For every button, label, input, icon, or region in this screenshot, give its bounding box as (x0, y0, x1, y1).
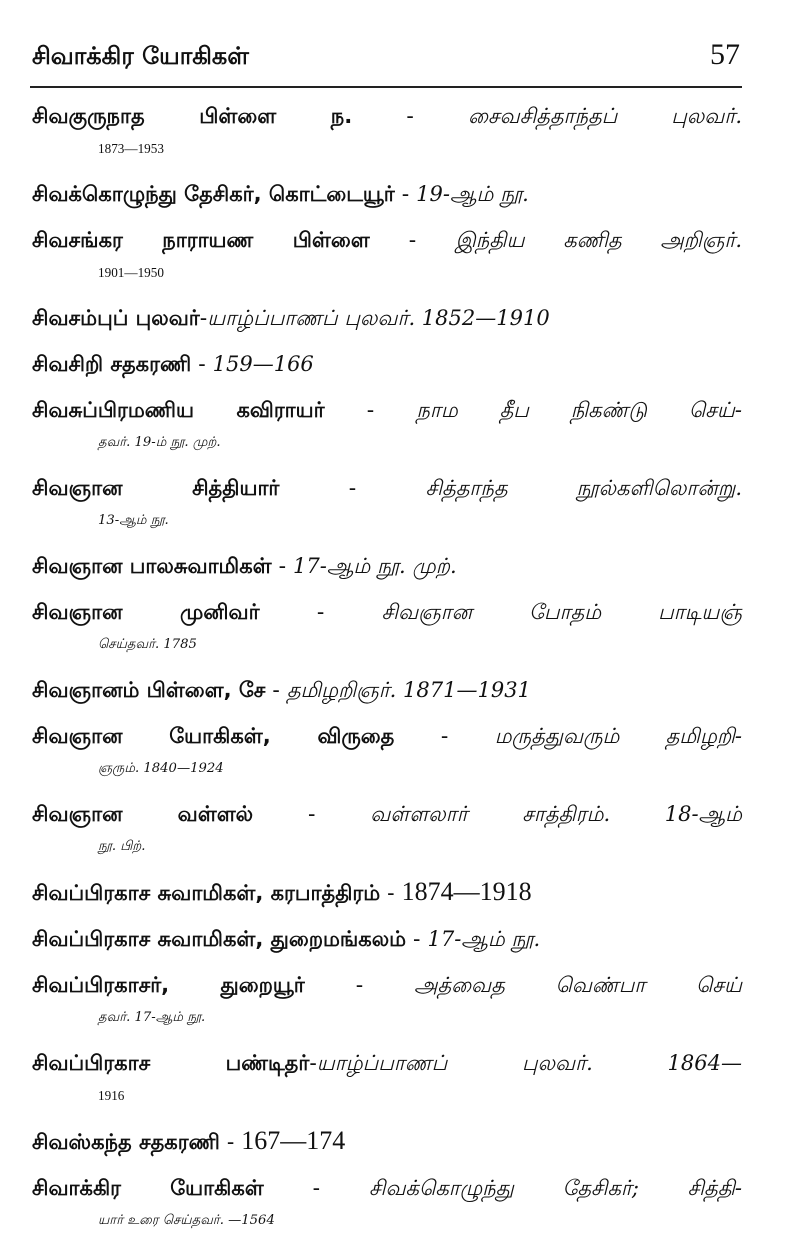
entry-headword: சிவஞான முனிவர் (32, 600, 260, 624)
entry-headword: சிவசுப்பிரமணிய கவிராயர் (32, 398, 325, 422)
entry-continuation: தவர். 19-ம் நூ. முற். (98, 435, 221, 450)
entry (32, 596, 742, 661)
entry (32, 472, 742, 537)
entry-separator: - (259, 600, 382, 625)
entry-continuation: 1916 (98, 1088, 125, 1103)
entry-description: மருத்துவரும் தமிழறி- (494, 724, 743, 748)
entry (32, 876, 742, 910)
entry-continuation: நூ. பிற். (98, 839, 146, 854)
entry-description: வள்ளலார் சாத்திரம். 18-ஆம் (370, 802, 742, 826)
entry (32, 178, 742, 211)
entry-separator: - (199, 306, 208, 331)
running-header (30, 38, 742, 88)
entry-description: தமிழறிஞர். 1871—1931 (286, 678, 531, 702)
entry-continuation: 1901—1950 (98, 265, 164, 280)
entry-continuation: தவர். 17-ஆம் நூ. (98, 1010, 206, 1025)
entry-description: 1874—1918 (401, 877, 532, 906)
entry-description: 167—174 (241, 1126, 346, 1155)
entry (32, 550, 742, 583)
entry-separator: - (324, 398, 417, 423)
entry-description: சைவசித்தாந்தப் புலவர். (468, 104, 743, 128)
entry-headword: சிவஞான சித்தியார் (32, 476, 280, 500)
entry-headword: சிவஞான பாலசுவாமிகள் (32, 554, 272, 578)
entry (32, 969, 742, 1034)
entry-continuation: செய்தவர். 1785 (98, 637, 197, 652)
entry (32, 1172, 742, 1237)
entry-description: அத்வைத வெண்பா செய் (414, 973, 742, 997)
entry-headword: சிவப்பிரகாச பண்டிதர் (32, 1051, 310, 1075)
entry-headword: சிவப்பிரகாச சுவாமிகள், துறைமங்கலம் (32, 927, 407, 951)
entry-separator: - (271, 554, 294, 579)
entry-description: 17-ஆம் நூ. முற். (293, 554, 457, 578)
entry-description: யாழ்ப்பாணப் புலவர். 1864— (316, 1051, 742, 1075)
entry-headword: சிவப்பிரகாசர், துறையூர் (32, 973, 305, 997)
entry-separator: - (263, 1176, 369, 1201)
entry-description: சித்தாந்த நூல்களிலொன்று. (425, 476, 742, 500)
entry-headword: சிவசம்புப் புலவர் (32, 306, 200, 330)
entry-headword: சிவப்பிரகாச சுவாமிகள், கரபாத்திரம் (32, 881, 381, 905)
page-number: 57 (710, 38, 740, 71)
entry-separator: - (304, 973, 415, 998)
entry-headword: சிவசங்கர நாராயண பிள்ளை (32, 228, 370, 252)
entry-separator: - (394, 182, 417, 207)
entry-description: சிவஞான போதம் பாடியஞ் (381, 600, 742, 624)
entry (32, 224, 742, 289)
entry (32, 100, 742, 165)
entry-continuation: 13-ஆம் நூ. (98, 513, 169, 528)
entry (32, 923, 742, 956)
dictionary-entries (32, 100, 742, 1250)
entry (32, 302, 742, 335)
entry-description: யாழ்ப்பாணப் புலவர். 1852—1910 (207, 306, 550, 330)
entry-headword: சிவஞான யோகிகள், விருதை (32, 724, 395, 748)
entry (32, 394, 742, 459)
entry-separator: - (309, 1051, 317, 1076)
entry-separator: - (279, 476, 426, 501)
header-title: சிவாக்கிர யோகிகள் (32, 42, 249, 70)
entry-continuation: ஞரும். 1840—1924 (98, 761, 224, 776)
entry-headword: சிவக்கொழுந்து தேசிகர், கொட்டையூர் (32, 182, 395, 206)
entry (32, 720, 742, 785)
entry-description: 19-ஆம் நூ. (416, 182, 529, 206)
entry-continuation: யார் உரை செய்தவர். —1564 (98, 1213, 275, 1228)
entry-headword: சிவஸ்கந்த சதகரணி (32, 1130, 220, 1154)
entry-separator: - (265, 678, 287, 703)
entry-description: நாம தீப நிகண்டு செய்- (416, 398, 742, 422)
entry-separator: - (369, 228, 456, 253)
entry (32, 798, 742, 863)
entry-separator: - (380, 881, 402, 906)
entry (32, 674, 742, 707)
entry-separator: - (253, 802, 371, 827)
entry-headword: சிவஞானம் பிள்ளை, சே (32, 678, 266, 702)
entry-separator: - (406, 927, 428, 952)
entry (32, 1047, 742, 1112)
entry (32, 1125, 742, 1159)
entry-continuation: 1873—1953 (98, 141, 164, 156)
entry-separator: - (219, 1130, 242, 1155)
entry-description: 17-ஆம் நூ. (427, 927, 541, 951)
entry-headword: சிவகுருநாத பிள்ளை ந. (32, 104, 353, 128)
entry (32, 348, 742, 381)
entry-description: 159—166 (212, 352, 314, 376)
entry-headword: சிவசிறி சதகரணி (32, 352, 192, 376)
entry-description: சிவக்கொழுந்து தேசிகர்; சித்தி- (369, 1176, 742, 1200)
entry-separator: - (191, 352, 213, 377)
entry-headword: சிவாக்கிர யோகிகள் (32, 1176, 264, 1200)
entry-description: இந்திய கணித அறிஞர். (455, 228, 743, 252)
entry-separator: - (394, 724, 495, 749)
entry-headword: சிவஞான வள்ளல் (32, 802, 254, 826)
entry-separator: - (352, 104, 469, 129)
